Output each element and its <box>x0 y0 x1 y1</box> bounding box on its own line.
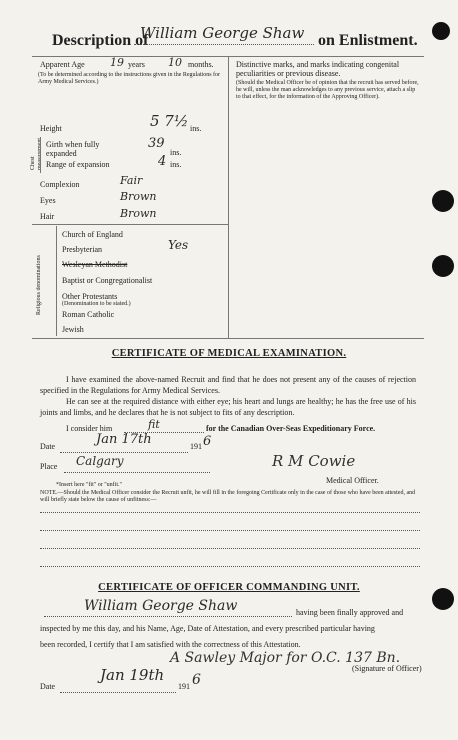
medical-officer-label: Medical Officer. <box>326 476 379 485</box>
religion-item: Church of England <box>62 230 123 239</box>
months-label: months. <box>188 60 214 69</box>
date-value: Jan 17th <box>96 432 152 447</box>
section-rule <box>32 338 424 339</box>
height-unit: ins. <box>190 124 202 133</box>
girth-value: 39 <box>148 136 165 151</box>
religion-item: Roman Catholic <box>62 310 115 319</box>
officer-heading: CERTIFICATE OF OFFICER COMMANDING UNIT. <box>98 582 360 593</box>
other-note: (Denomination to be stated.) <box>62 301 131 307</box>
officer-text-2: inspected by me this day, and his Name, Age, Date of Attestation, and every prescribed particular having <box>40 624 375 633</box>
officer-recruit-name: William George Shaw <box>84 598 238 614</box>
date-label: Date <box>40 442 56 451</box>
distinctive-label: Distinctive marks, and marks indicating congenital peculiarities or previous disease. <box>236 60 400 78</box>
religion-item: Other Protestants <box>62 292 118 301</box>
note-line <box>40 512 420 513</box>
officer-date-label: Date <box>40 682 56 691</box>
medical-para-1: I have examined the above-named Recruit and find that he does not present any of the causes of rejection specified in the Regulations for Army Medical Services. <box>40 375 416 395</box>
chest-bracket <box>40 137 41 173</box>
religion-item: Baptist or Congregationalist <box>62 276 153 285</box>
year-prefix: 191 <box>190 442 202 451</box>
age-value: 19 <box>110 56 124 69</box>
name-line <box>134 44 314 45</box>
hair-label: Hair <box>40 212 55 221</box>
title-prefix: Description of <box>52 32 149 49</box>
religion-bracket <box>56 226 57 336</box>
medical-heading: CERTIFICATE OF MEDICAL EXAMINATION. <box>111 348 347 359</box>
officer-text-3: been recorded, I certify that I am satisfied with the correctness of this Attestation. <box>40 640 301 649</box>
officer-text-1: having been finally approved and <box>296 608 404 617</box>
complexion-label: Complexion <box>40 180 80 189</box>
distinctive-note: (Should the Medical Officer be of opinion that the recruit has served before, he will, unless the man acknowledges to any previous service, attach a slip to that effect, for the information of the Approving Officer). <box>236 80 419 100</box>
note-line <box>40 530 420 531</box>
note-line <box>40 566 420 567</box>
complexion-value: Fair <box>120 174 143 187</box>
medical-para-2: He can see at the required distance with either eye; his heart and lungs are healthy; he has the free use of his joints and limbs, and he declares that he is not subject to fits of any description. <box>40 397 416 417</box>
girth-label: Girth when fully expanded <box>46 140 100 158</box>
year-value: 6 <box>203 434 212 449</box>
unfit-note: NOTE.—Should the Medical Officer consider the Recruit unfit, he will fill in the foregoing Certificate only in the case of those who have been attested, and will briefly state below the cause of unfitness:— <box>40 490 416 503</box>
religion-side-label: Religious denominations <box>36 255 42 315</box>
medical-officer-signature: R M Cowie <box>272 452 356 470</box>
presbyterian-value: Yes <box>168 238 189 252</box>
religion-item: Presbyterian <box>62 245 102 254</box>
place-value: Calgary <box>76 454 124 468</box>
religion-item: Jewish <box>62 325 84 334</box>
officer-year-prefix: 191 <box>178 682 190 691</box>
years-label: years <box>128 60 145 69</box>
range-unit: ins. <box>170 160 182 169</box>
religion-rule <box>32 224 228 225</box>
age-label: Apparent Age <box>40 60 85 69</box>
punch-hole <box>432 255 454 277</box>
girth-unit: ins. <box>170 148 182 157</box>
officer-date-line <box>60 692 176 693</box>
date-line <box>60 452 188 453</box>
height-label: Height <box>40 124 62 133</box>
eyes-value: Brown <box>120 190 157 203</box>
hair-value: Brown <box>120 207 157 220</box>
insert-note: *Insert here "fit" or "unfit." <box>56 482 122 488</box>
eyes-label: Eyes <box>40 196 56 205</box>
punch-hole <box>432 22 450 40</box>
recruit-name: William George Shaw <box>140 24 305 42</box>
age-note: (To be determined according to the instructions given in the Regulations for Army Medical Services.) <box>38 72 221 85</box>
officer-signature: A Sawley Major for O.C. 137 Bn. <box>170 650 401 666</box>
place-label: Place <box>40 462 58 471</box>
place-line <box>64 472 210 473</box>
officer-signature-label: (Signature of Officer) <box>352 664 422 673</box>
months-value: 10 <box>168 56 182 69</box>
religion-item: Wesleyan Methodist <box>62 260 128 269</box>
column-divider <box>228 56 229 338</box>
height-value: 5 7½ <box>150 112 189 130</box>
officer-year-value: 6 <box>192 672 201 688</box>
range-value: 4 <box>158 154 167 169</box>
officer-name-line <box>44 616 292 617</box>
consider-label: I consider him <box>66 424 113 433</box>
title-suffix: on Enlistment. <box>318 32 418 49</box>
punch-hole <box>432 190 454 212</box>
top-rule <box>32 56 424 57</box>
note-line <box>40 548 420 549</box>
consider-suffix: for the Canadian Over-Seas Expeditionary Force. <box>206 424 376 433</box>
officer-date-value: Jan 19th <box>100 666 165 684</box>
range-label: Range of expansion <box>46 160 110 169</box>
consider-value: fit <box>148 418 160 431</box>
chest-side-label: Chest measurement <box>30 138 43 170</box>
